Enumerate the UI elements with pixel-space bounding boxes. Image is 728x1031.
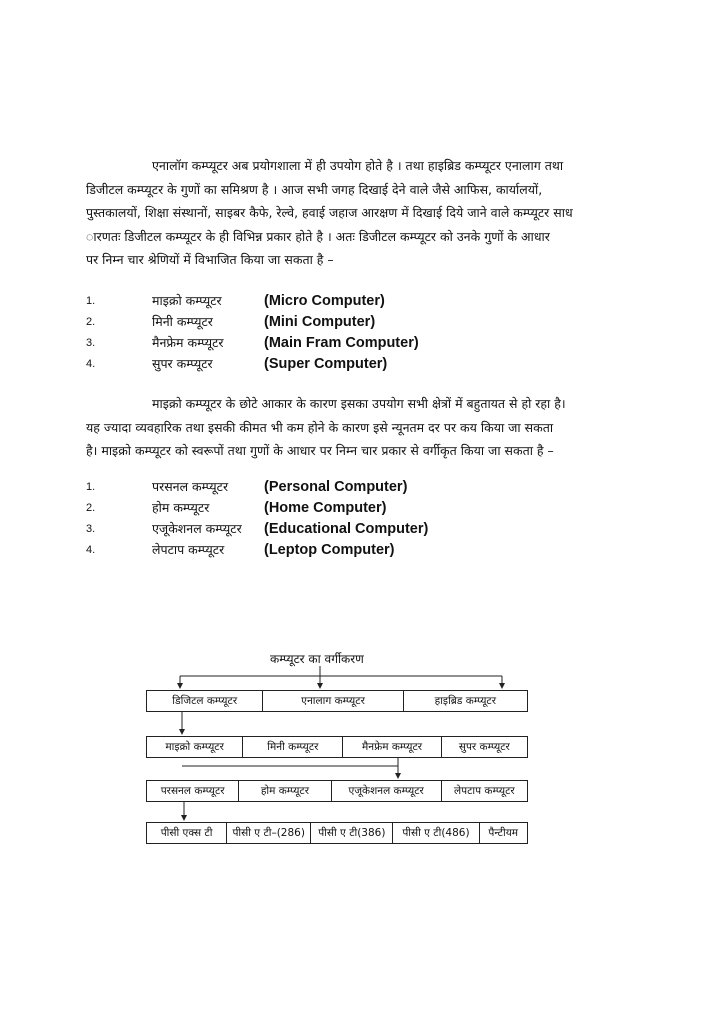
diagram-title: कम्प्यूटर का वर्गीकरण [270, 652, 364, 666]
diagram-cell: माइक्रो कम्प्यूटर [147, 737, 243, 757]
diagram-cell: होम कम्प्यूटर [239, 781, 331, 801]
classification-diagram [140, 640, 532, 850]
english-term: (Micro Computer) [264, 292, 385, 309]
list-item [86, 311, 646, 332]
diagram-cell: पैन्टीयम [488, 827, 519, 839]
paragraph-line: यह ज्यादा व्यवहारिक तथा इसकी कीमत भी कम होने के कारण इसे न्यूनतम दर पर कय किया जा सकता [86, 419, 554, 435]
diagram-cell: पीसी ए टी–(286) [227, 823, 311, 843]
hindi-term: मिनी कम्प्यूटर [152, 314, 213, 329]
diagram-cell: परसनल कम्प्यूटर [147, 781, 239, 801]
paragraph-line: ारणतः डिजीटल कम्प्यूटर के ही विभिन्न प्रकार होते है । अतः डिजीटल कम्प्यूटर को उनके गुणों के आधार [86, 228, 550, 244]
list-number: 4. [86, 543, 96, 556]
list-number: 2. [86, 501, 96, 514]
paragraph-line: पर निम्न चार श्रेणियों में विभाजित किया जा सकता है – [86, 252, 334, 267]
diagram-cell: सुपर कम्प्यूटर [458, 741, 510, 753]
english-term: (Home Computer) [264, 499, 387, 516]
list-item [86, 518, 646, 539]
list-number: 1. [86, 294, 96, 307]
english-term: (Main Fram Computer) [264, 334, 419, 351]
english-term: (Mini Computer) [264, 313, 376, 330]
hindi-term: सुपर कम्प्यूटर [152, 356, 213, 371]
list-item [86, 539, 646, 560]
diagram-row-3 [146, 780, 528, 802]
diagram-cell: मैनफ्रेम कम्प्यूटर [343, 737, 441, 757]
list-item [86, 497, 646, 518]
paragraph-2 [86, 392, 661, 463]
list-item [86, 353, 646, 374]
list-item [86, 332, 646, 353]
list-item [86, 290, 646, 311]
diagram-cell: पीसी ए टी(486) [393, 823, 479, 843]
list-item [86, 476, 646, 497]
list-number: 3. [86, 336, 96, 349]
paragraph-line: पुस्तकालयों, शिक्षा संस्थानों, साइबर कैफे, रेल्वे, हवाई जहाज आरक्षण में दिखाई दिये जाने वाले कम्प्यूटर साध [86, 205, 573, 220]
diagram-cell: एनालाग कम्प्यूटर [263, 691, 403, 711]
diagram-row-4 [146, 822, 528, 844]
diagram-cell: मिनी कम्प्यूटर [243, 737, 343, 757]
list-number: 2. [86, 315, 96, 328]
english-term: (Personal Computer) [264, 478, 408, 495]
diagram-row-1 [146, 690, 528, 712]
diagram-cell: लेपटाप कम्प्यूटर [454, 785, 515, 797]
list-number: 3. [86, 522, 96, 535]
paragraph-1 [86, 154, 661, 272]
diagram-cell: पीसी एक्स टी [147, 823, 227, 843]
hindi-term: परसनल कम्प्यूटर [152, 479, 229, 494]
diagram-cell: हाइब्रिड कम्प्यूटर [434, 695, 497, 707]
paragraph-line: माइक्रो कम्प्यूटर के छोटे आकार के कारण इसका उपयोग सभी क्षेत्रों में बहुतायत से हो रहा है। [152, 396, 566, 411]
hindi-term: होम कम्प्यूटर [152, 500, 210, 515]
diagram-cell: एजूकेशनल कम्प्यूटर [332, 781, 442, 801]
paragraph-line: डिजीटल कम्प्यूटर के गुणों का समिश्रण है । आज सभी जगह दिखाई देने वाले जैसे आफिस, कार्यालयों, [86, 181, 543, 197]
english-term: (Educational Computer) [264, 520, 429, 537]
diagram-cell: पीसी ए टी(386) [311, 823, 393, 843]
diagram-row-2 [146, 736, 528, 758]
list-number: 1. [86, 480, 96, 493]
english-term: (Leptop Computer) [264, 541, 395, 558]
computer-types-list [86, 290, 646, 374]
paragraph-line: है। माइक्रो कम्प्यूटर को स्वरूपों तथा गुणों के आधार पर निम्न चार प्रकार से वर्गीकृत किया जा सकता है – [86, 443, 554, 458]
english-term: (Super Computer) [264, 355, 388, 372]
microcomputer-types-list [86, 476, 646, 560]
hindi-term: माइक्रो कम्प्यूटर [152, 293, 222, 308]
hindi-term: एजूकेशनल कम्प्यूटर [152, 521, 242, 536]
hindi-term: लेपटाप कम्प्यूटर [152, 542, 225, 557]
diagram-cell: डिजिटल कम्प्यूटर [147, 691, 263, 711]
list-number: 4. [86, 357, 96, 370]
paragraph-line: एनालॉग कम्प्यूटर अब प्रयोगशाला में ही उपयोग होते है । तथा हाइब्रिड कम्प्यूटर एनालाग तथा [152, 158, 564, 173]
hindi-term: मैनफ्रेम कम्प्यूटर [152, 335, 224, 350]
